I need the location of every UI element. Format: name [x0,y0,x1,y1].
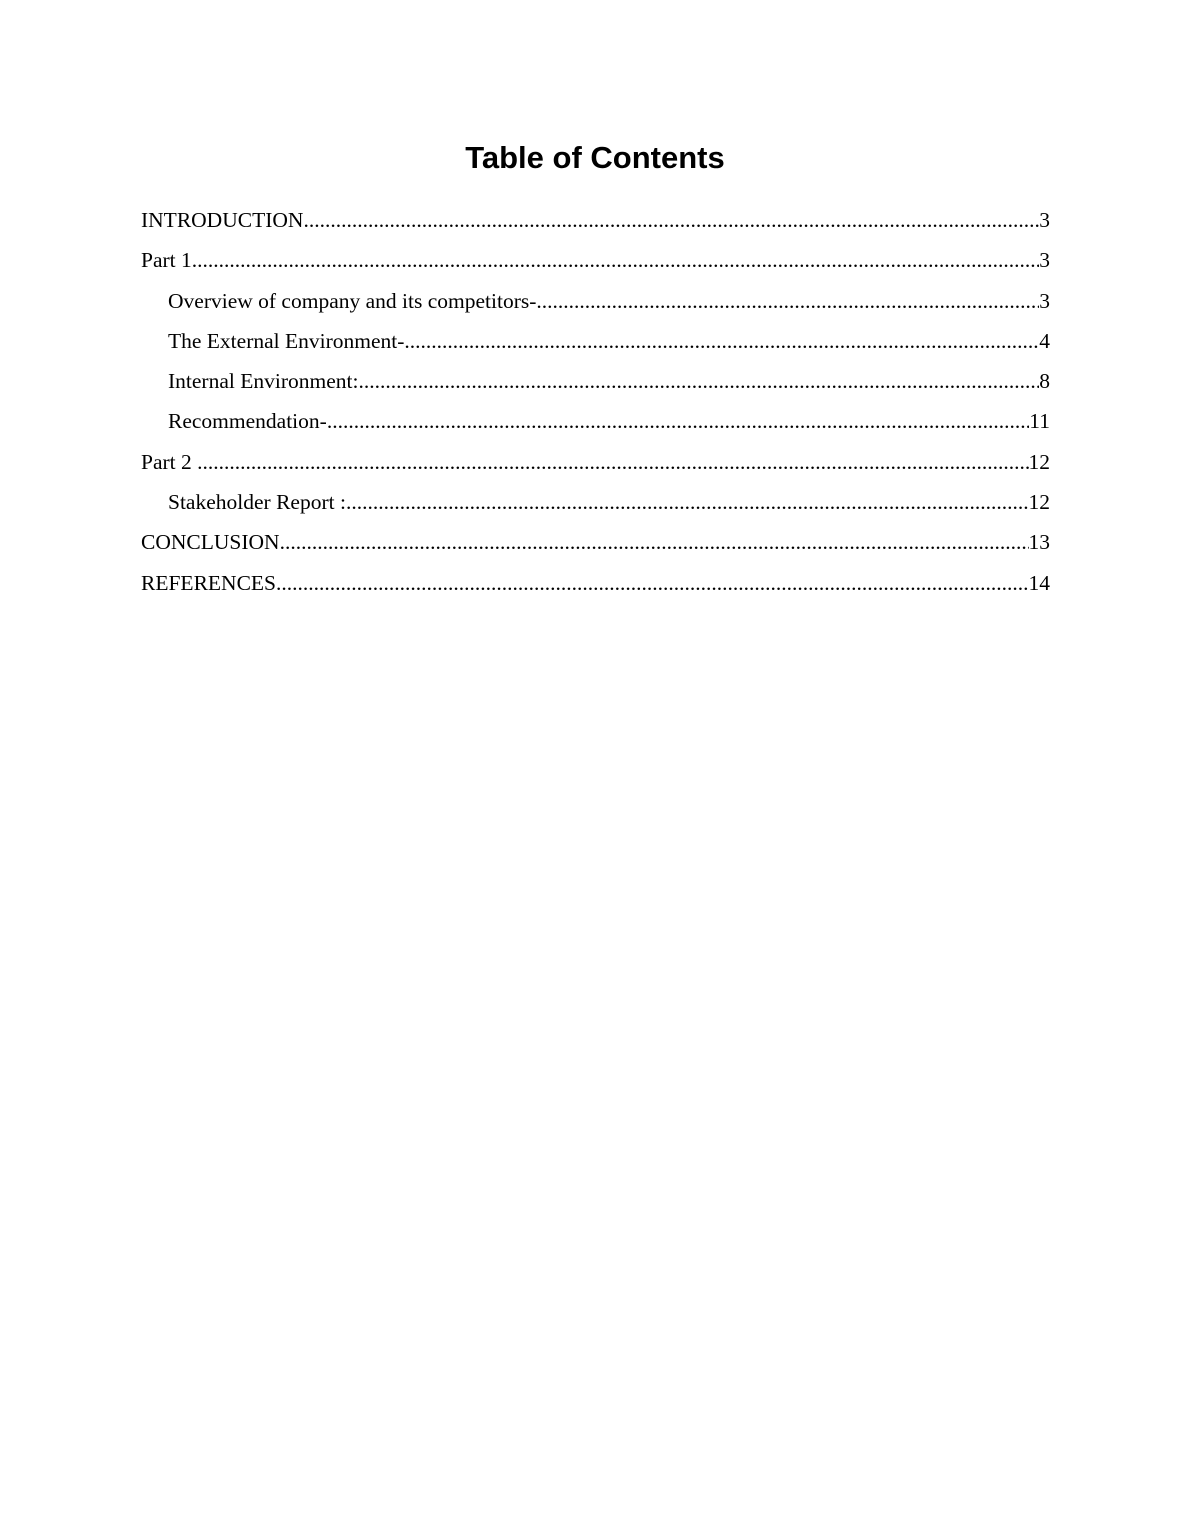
toc-entry-label: REFERENCES [141,570,276,595]
toc-entry-recommendation[interactable] [141,401,1050,441]
toc-entry-label: The External Environment- [168,328,405,353]
toc-entry-label: Internal Environment: [168,369,359,394]
toc-dot-leader [192,240,1039,280]
toc-entry-page: 4 [1039,328,1050,353]
toc-entry-label: Part 2 [141,449,198,474]
toc-entry-stakeholder-report[interactable] [141,482,1050,522]
toc-dot-leader [404,321,1039,361]
toc-dot-leader [280,522,1029,562]
toc-entry-label: Recommendation- [168,409,327,434]
toc-entry-page: 3 [1039,208,1050,232]
toc-entry-label: INTRODUCTION [141,208,304,232]
toc-entry-page: 13 [1028,530,1050,555]
toc-entry-page: 8 [1039,369,1050,394]
toc-entry-introduction[interactable] [141,200,1050,240]
toc-entry-page: 3 [1039,248,1050,273]
toc-entry-label: Overview of company and its competitors- [168,288,537,313]
toc-dot-leader [276,563,1029,603]
toc-entry-page: 12 [1028,449,1050,474]
toc-entry-page: 12 [1028,490,1050,515]
toc-entry-conclusion[interactable] [141,522,1050,562]
toc-entry-label: Part 1 [141,248,192,273]
toc-entry-page: 14 [1028,570,1050,595]
toc-entry-overview[interactable] [141,281,1050,321]
toc-entry-label: Stakeholder Report : [168,490,346,515]
toc-entry-page: 3 [1039,288,1050,313]
toc-dot-leader [358,361,1039,401]
toc-dot-leader [346,482,1029,522]
toc-dot-leader [536,281,1039,321]
toc-entry-label: CONCLUSION [141,530,280,555]
toc-entry-external-environment[interactable] [141,321,1050,361]
toc-entry-internal-environment[interactable] [141,361,1050,401]
toc-list [141,200,1050,603]
toc-title: Table of Contents [465,140,725,175]
toc-entry-references[interactable] [141,563,1050,603]
toc-dot-leader [303,200,1039,240]
toc-entry-part-2[interactable] [141,442,1050,482]
toc-entry-part-1[interactable] [141,240,1050,280]
toc-dot-leader [197,442,1028,482]
toc-dot-leader [327,401,1029,441]
toc-entry-page: 11 [1029,409,1050,434]
